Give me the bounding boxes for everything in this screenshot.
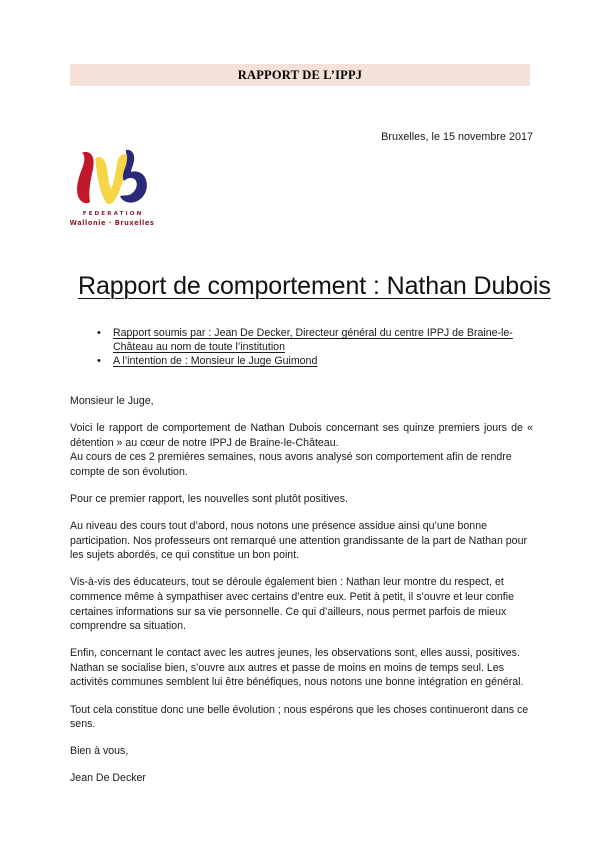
paragraph-3: Au niveau des cours tout d’abord, nous notons une présence assidue ainsi qu’une bonne participation. Nos professeurs ont remarqué une attention grandissante de la part de Nathan pour les sujets abordés, ce qui constitue un bon point. (70, 520, 527, 562)
report-meta-item-1: A l’intention de : Monsieur le Juge Guimond (113, 355, 318, 368)
paragraph-1-line-2: Au cours de ces 2 premières semaines, nous avons analysé son comportement afin de rendre compte de son évolution. (70, 451, 512, 478)
paragraph-1-line-1: Voici le rapport de comportement de Nathan Dubois concernant ses quinze premiers jours de « détention » au cœur de notre IPPJ de Braine-le-Château. (70, 422, 533, 449)
letter-body (70, 394, 533, 798)
paragraph-2: Pour ce premier rapport, les nouvelles sont plutôt positives. (70, 492, 348, 505)
list-item (94, 355, 534, 369)
logo-federation-label: FEDERATION (82, 211, 144, 217)
signature: Jean De Decker (70, 772, 146, 785)
paragraph-4: Vis-à-vis des éducateurs, tout se déroule également bien : Nathan leur montre du respect, et commence même à sympathiser avec certains d’entre eux. Petit à petit, il s’ouvre et leur confie certaines informations sur sa vie personnelle. Ce qui d’ailleurs, nous permet parfois de mieux comprendre sa situation. (70, 576, 514, 633)
logo-caption (62, 210, 162, 228)
logo-region-label: Wallonie · Bruxelles (69, 219, 155, 227)
header-banner-title: RAPPORT DE L’IPPJ (237, 67, 363, 82)
page-title: Rapport de comportement : Nathan Dubois (78, 272, 551, 300)
date-line: Bruxelles, le 15 novembre 2017 (381, 131, 533, 143)
report-meta-list (94, 327, 534, 370)
header-banner (70, 64, 530, 86)
logo-mark-icon (62, 144, 162, 210)
paragraph-5: Enfin, concernant le contact avec les autres jeunes, les observations sont, elles aussi, positives. Nathan se socialise bien, s’ouvre aux autres et passe de moins en moins de temps seul. Les activités communes semblent lui être bénéfiques, nous notons une bonne intégration en général. (70, 647, 524, 689)
salutation: Monsieur le Juge, (70, 395, 154, 407)
report-meta-item-0: Rapport soumis par : Jean De Decker, Directeur général du centre IPPJ de Braine-le-Château au nom de toute l’institution (113, 327, 513, 353)
list-item (94, 327, 534, 354)
paragraph-6: Tout cela constitue donc une belle évolution ; nous espérons que les choses continueront dans ce sens. (70, 703, 529, 731)
federation-wallonie-bruxelles-logo (62, 144, 162, 240)
closing: Bien à vous, (70, 745, 129, 758)
